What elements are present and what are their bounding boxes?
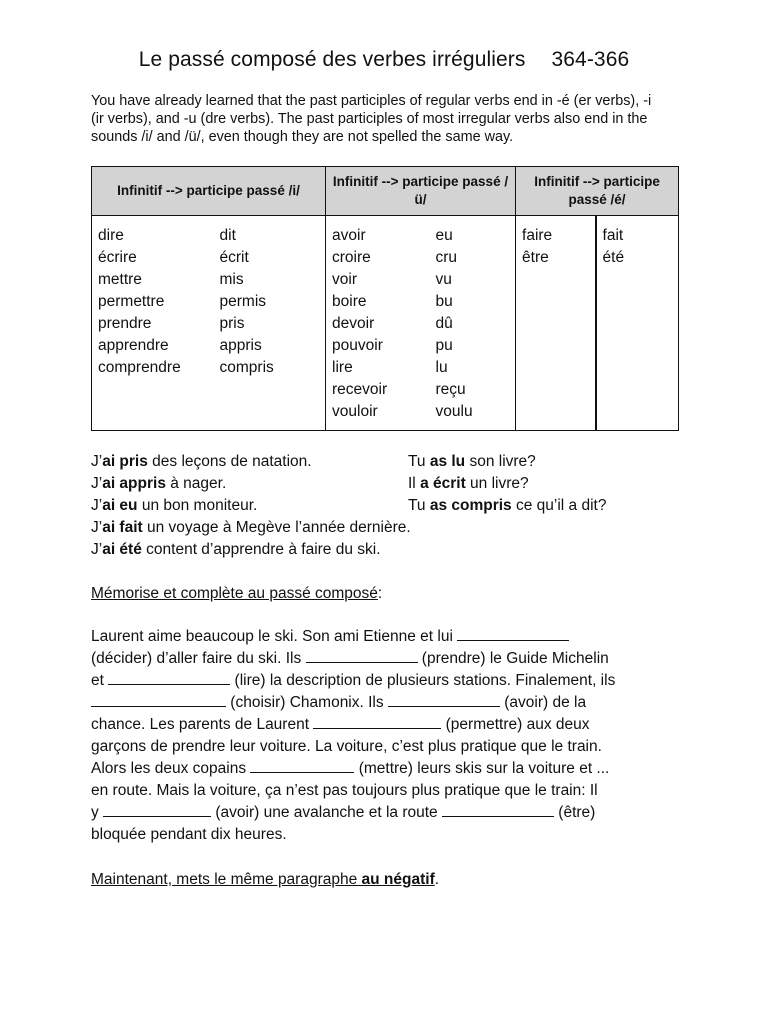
infinitive-word: recevoir <box>332 381 388 398</box>
intro-text <box>91 92 691 146</box>
paragraph-line: Laurent aime beaucoup le ski. Son ami Etienne et lui <box>91 626 691 648</box>
paragraph-line: Alors les deux copains (mettre) leurs skis sur la voiture et ... <box>91 760 610 777</box>
participle-word: dit <box>219 227 236 244</box>
header-u: Infinitif --> participe passé /ü/ <box>326 167 516 216</box>
infinitive-word: écrire <box>98 249 137 266</box>
participle-word: été <box>602 249 625 266</box>
final-instruction: Maintenant, mets le même paragraphe au négatif. <box>91 871 440 888</box>
infinitive-word: comprendre <box>98 359 181 376</box>
table-row <box>92 216 679 431</box>
infinitive-word: être <box>522 249 549 266</box>
participle-word: eu <box>435 227 453 244</box>
example-sentence: J’ai fait un voyage à Megève l’année dernière. <box>91 519 411 536</box>
participle-word: cru <box>435 249 458 266</box>
participle-word: pris <box>219 315 245 332</box>
answer-blank[interactable] <box>91 692 226 707</box>
participle-word: reçu <box>435 381 466 398</box>
answer-blank[interactable] <box>457 626 569 641</box>
participle-table <box>91 166 679 431</box>
page-title <box>0 48 768 72</box>
page-numbers: 364-366 <box>551 48 630 71</box>
participle-word: vu <box>435 271 452 288</box>
answer-blank[interactable] <box>313 714 441 729</box>
example-sentence: Il a écrit un livre? <box>408 475 529 492</box>
title-text: Le passé composé des verbes irréguliers <box>138 48 526 71</box>
answer-blank[interactable] <box>103 802 211 817</box>
infinitive-word: mettre <box>98 271 142 288</box>
participle-word: permis <box>219 293 267 310</box>
participles-u <box>430 216 516 431</box>
participle-word: bu <box>435 293 453 310</box>
intro-line: (ir verbs), and -u (dre verbs). The past participles of most irregular verbs also end in the <box>91 111 648 127</box>
table-header-row <box>92 167 679 216</box>
paragraph-line: garçons de prendre leur voiture. La voiture, c’est plus pratique que le train. <box>91 738 602 755</box>
participle-word: fait <box>602 227 624 244</box>
answer-blank[interactable] <box>388 692 500 707</box>
instruction-text: Mémorise et complète au passé composé <box>91 585 378 602</box>
infinitive-word: apprendre <box>98 337 169 354</box>
infinitive-word: vouloir <box>332 403 378 420</box>
participle-word: lu <box>435 359 448 376</box>
example-sentence: J’ai été content d’apprendre à faire du ski. <box>91 541 381 558</box>
paragraph-line: en route. Mais la voiture, ça n’est pas toujours plus pratique que le train: Il <box>91 782 598 799</box>
participle-word: mis <box>219 271 244 288</box>
header-e: Infinitif --> participe passé /é/ <box>516 167 679 216</box>
paragraph-line: (décider) d’aller faire du ski. Ils (prendre) le Guide Michelin <box>91 650 609 667</box>
participle-word: dû <box>435 315 453 332</box>
participle-word: appris <box>219 337 262 354</box>
infinitive-word: permettre <box>98 293 165 310</box>
paragraph-line: bloquée pendant dix heures. <box>91 826 287 843</box>
participles-e <box>596 216 679 431</box>
intro-line: sounds /i/ and /ü/, even though they are not spelled the same way. <box>91 129 514 145</box>
participle-word: pu <box>435 337 453 354</box>
infinitive-word: avoir <box>332 227 366 244</box>
infinitive-word: faire <box>522 227 553 244</box>
exercise-instruction: Mémorise et complète au passé composé: <box>91 585 383 602</box>
intro-line: You have already learned that the past participles of regular verbs end in -é (er verbs), -i <box>91 93 652 109</box>
infinitive-word: boire <box>332 293 367 310</box>
paragraph-line: y (avoir) une avalanche et la route (être) <box>91 804 596 821</box>
answer-blank[interactable] <box>108 670 230 685</box>
example-sentence: Tu as lu son livre? <box>408 453 536 470</box>
participle-word: écrit <box>219 249 249 266</box>
participle-word: compris <box>219 359 274 376</box>
example-sentence: J’ai pris des leçons de natation. <box>91 453 312 470</box>
participle-word: voulu <box>435 403 473 420</box>
example-sentence: J’ai eu un bon moniteur. <box>91 497 258 514</box>
example-sentence: J’ai appris à nager. <box>91 475 227 492</box>
infinitives-u <box>326 216 430 431</box>
example-sentence: Tu as compris ce qu’il a dit? <box>408 497 607 514</box>
paragraph-line: et (lire) la description de plusieurs stations. Finalement, ils <box>91 672 616 689</box>
answer-blank[interactable] <box>442 802 554 817</box>
infinitives-i <box>92 216 214 431</box>
paragraph-line: (choisir) Chamonix. Ils (avoir) de la <box>91 692 691 714</box>
answer-blank[interactable] <box>250 758 354 773</box>
infinitive-word: voir <box>332 271 357 288</box>
infinitive-word: croire <box>332 249 371 266</box>
answer-blank[interactable] <box>306 648 418 663</box>
infinitives-e <box>516 216 596 431</box>
header-i: Infinitif --> participe passé /i/ <box>92 167 326 216</box>
infinitive-word: lire <box>332 359 353 376</box>
participles-i <box>214 216 326 431</box>
infinitive-word: prendre <box>98 315 152 332</box>
infinitive-word: dire <box>98 227 124 244</box>
infinitive-word: pouvoir <box>332 337 383 354</box>
infinitive-word: devoir <box>332 315 375 332</box>
paragraph-line: chance. Les parents de Laurent (permettre) aux deux <box>91 716 590 733</box>
exercise-paragraph <box>91 626 691 846</box>
